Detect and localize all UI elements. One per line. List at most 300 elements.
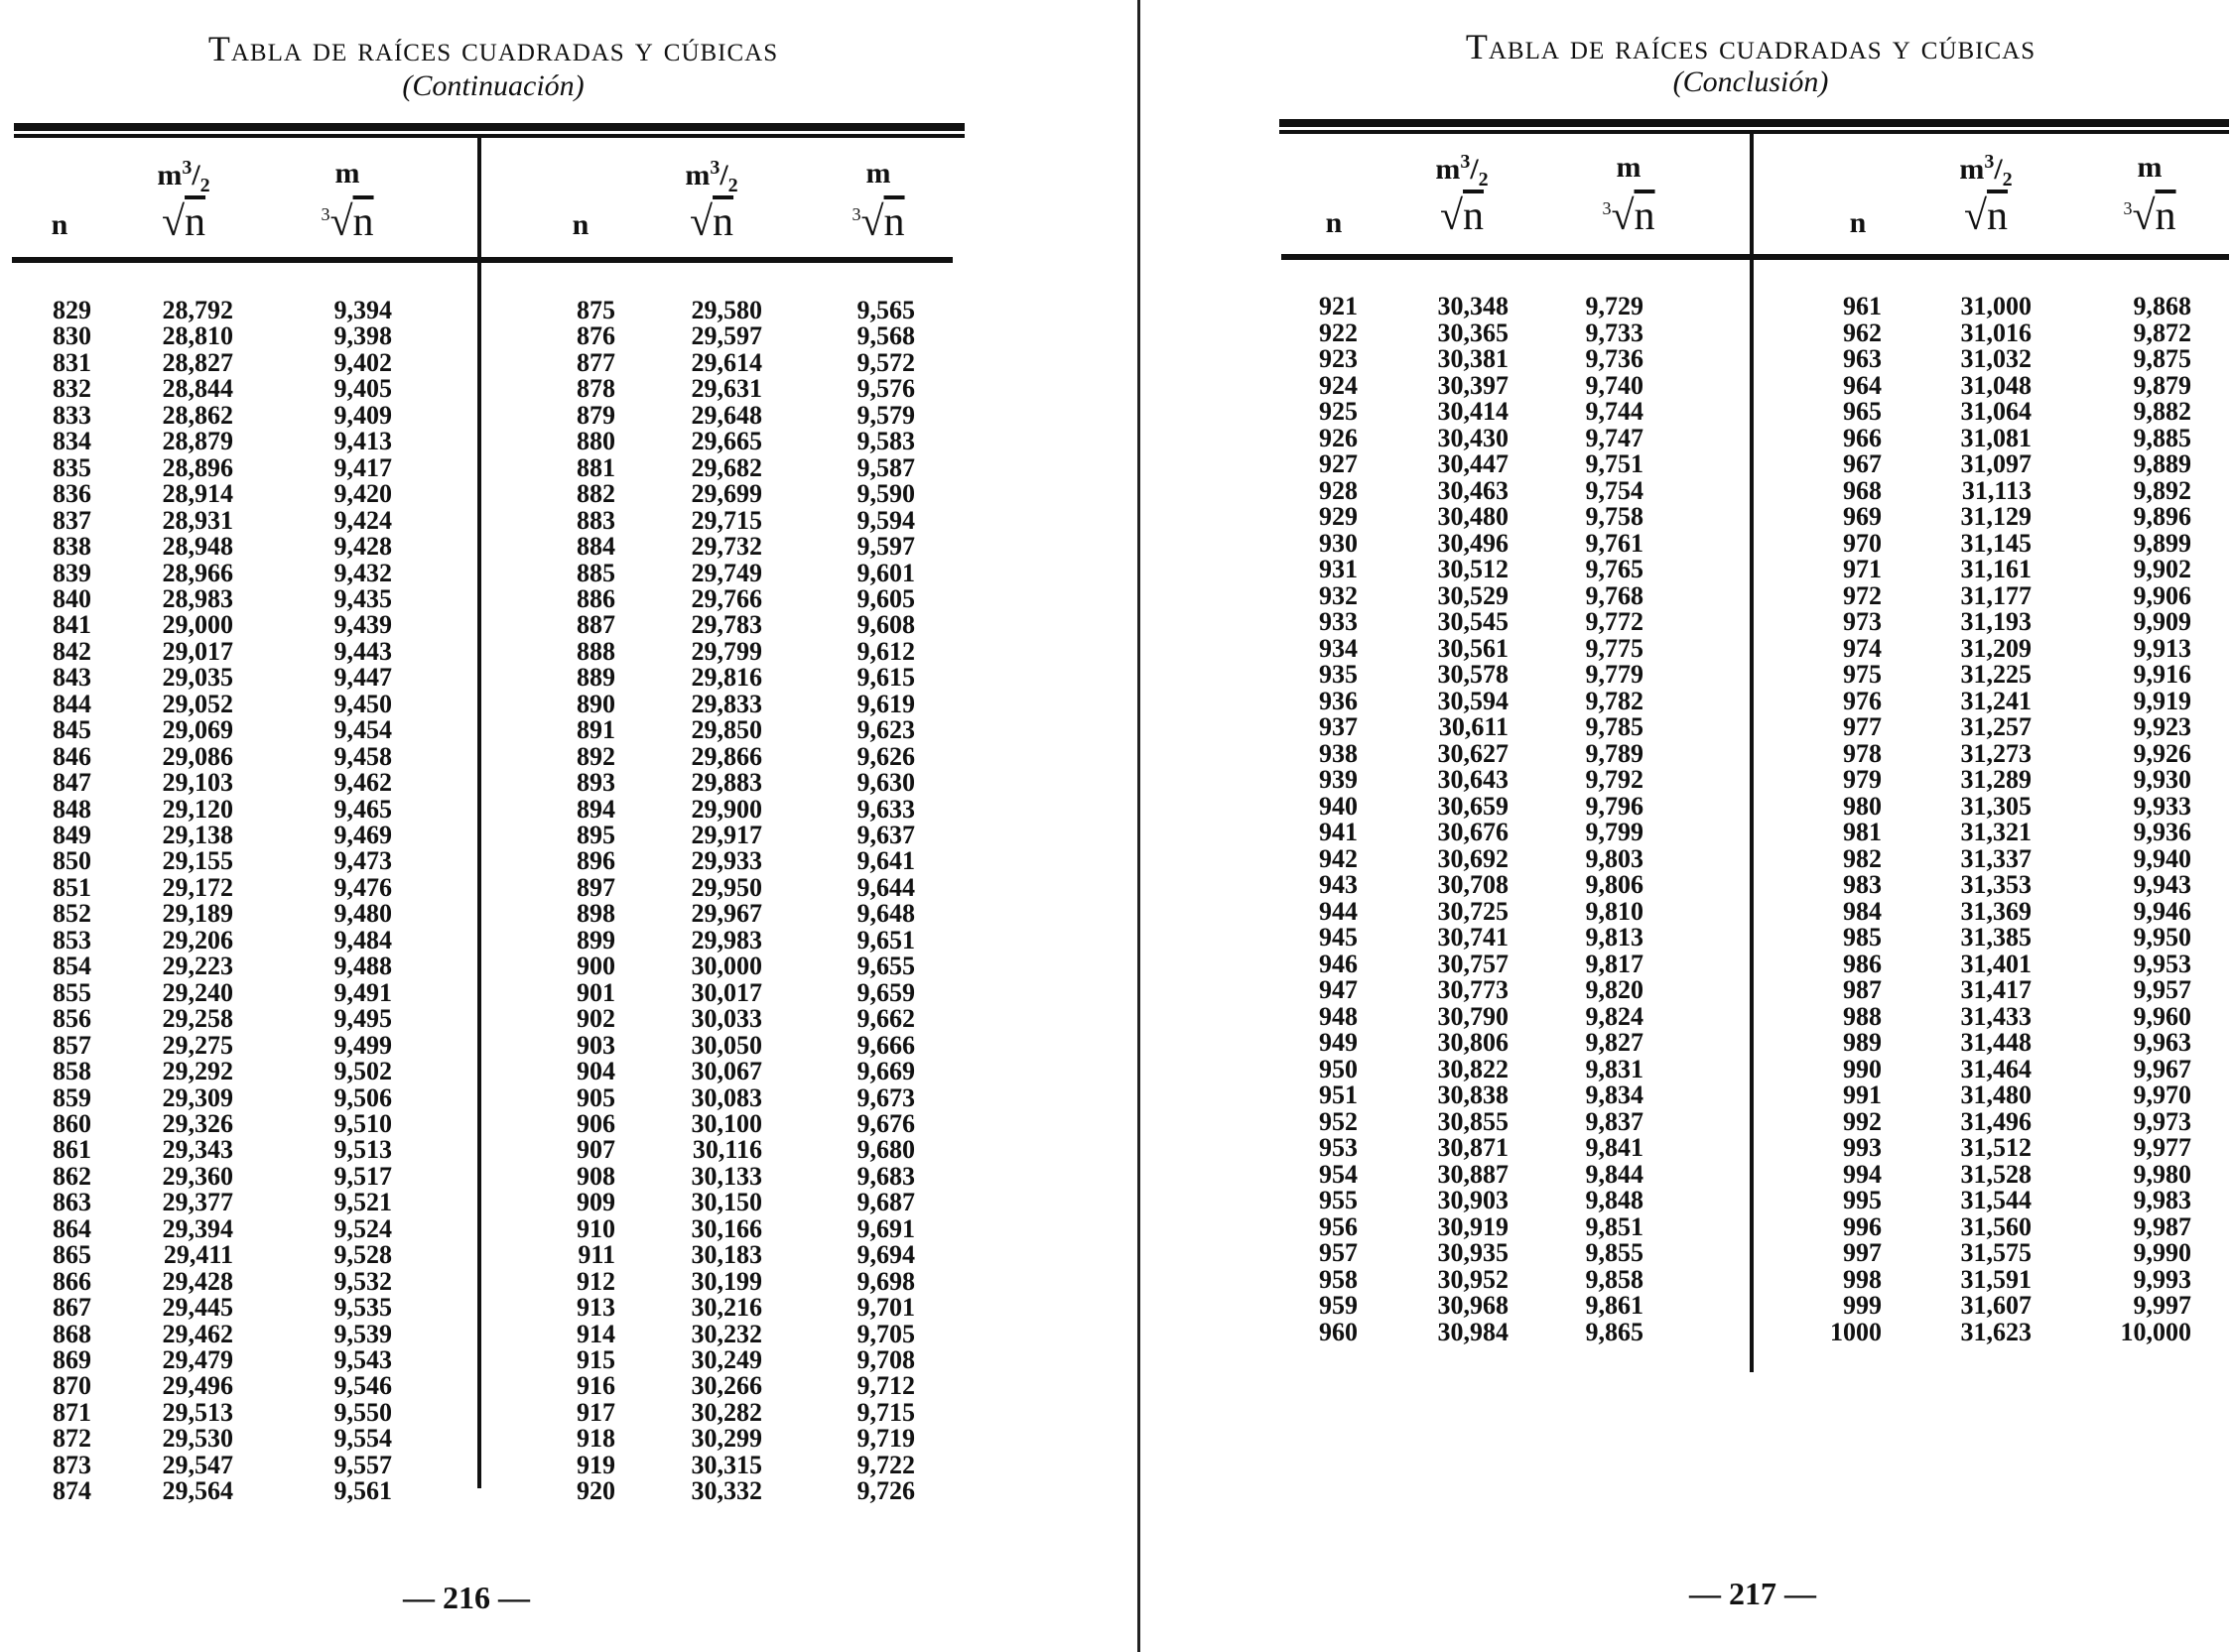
- cell-cbrt: 9,659: [856, 977, 915, 1007]
- cell-n: 979: [1843, 765, 1882, 794]
- cell-sqrt: 29,462: [162, 1319, 233, 1348]
- cell-sqrt: 29,816: [691, 663, 762, 693]
- cell-cbrt: 9,502: [333, 1057, 392, 1086]
- cell-sqrt: 31,321: [1960, 818, 2032, 846]
- cell-sqrt: 30,708: [1437, 870, 1509, 899]
- cell-sqrt: 30,773: [1437, 975, 1509, 1004]
- cell-n: 947: [1319, 975, 1358, 1004]
- page-title: Tabla de raíces cuadradas y cúbicas: [1465, 27, 2036, 66]
- cell-sqrt: 28,844: [162, 374, 233, 404]
- cell-n: 998: [1843, 1264, 1882, 1294]
- cell-cbrt: 9,676: [856, 1108, 915, 1138]
- cell-sqrt: 30,348: [1437, 292, 1509, 320]
- header-sup: 3: [710, 157, 721, 179]
- cell-sqrt: 30,183: [691, 1240, 762, 1270]
- cell-n: 935: [1319, 660, 1358, 689]
- cell-cbrt: 9,775: [1585, 633, 1643, 663]
- cell-n: 890: [577, 689, 615, 718]
- cell-sqrt: 29,547: [162, 1450, 233, 1479]
- cell-sqrt: 31,241: [1960, 686, 2032, 715]
- cell-cbrt: 9,443: [333, 636, 392, 666]
- cell-n: 999: [1843, 1291, 1882, 1320]
- cell-cbrt: 9,641: [856, 846, 915, 876]
- right-page: [1147, 0, 2232, 1652]
- cell-sqrt: 29,035: [162, 663, 233, 693]
- top-rule-thin: [14, 134, 965, 138]
- cell-n: 978: [1843, 738, 1882, 768]
- cell-cbrt: 9,940: [2133, 843, 2191, 873]
- cell-n: 922: [1319, 318, 1358, 347]
- radicand: n: [352, 199, 374, 245]
- cell-n: 915: [577, 1345, 615, 1374]
- top-rule-thick: [1279, 119, 2229, 127]
- sqrt-n-symbol: √n: [161, 199, 206, 245]
- cell-n: 989: [1843, 1028, 1882, 1057]
- cell-n: 959: [1319, 1291, 1358, 1320]
- cell-sqrt: 30,017: [691, 977, 762, 1007]
- cell-sqrt: 28,931: [162, 505, 233, 535]
- cell-sqrt: 30,266: [691, 1371, 762, 1401]
- cell-sqrt: 30,199: [691, 1266, 762, 1296]
- cell-cbrt: 9,990: [2133, 1238, 2191, 1267]
- cell-n: 909: [577, 1188, 615, 1217]
- cell-cbrt: 9,458: [333, 741, 392, 771]
- header-sub: 2: [1478, 169, 1489, 191]
- cell-sqrt: 30,545: [1437, 607, 1509, 636]
- cell-n: 973: [1843, 607, 1882, 636]
- cell-cbrt: 9,698: [856, 1266, 915, 1296]
- cell-n: 880: [577, 427, 615, 456]
- cell-n: 968: [1843, 475, 1882, 505]
- cell-sqrt: 29,206: [162, 925, 233, 954]
- cell-sqrt: 31,496: [1960, 1106, 2032, 1136]
- header-sub: 2: [2002, 169, 2013, 191]
- cell-sqrt: 31,607: [1960, 1291, 2032, 1320]
- cell-cbrt: 9,844: [1585, 1159, 1643, 1189]
- cell-cbrt: 9,662: [856, 1004, 915, 1034]
- radicand: n: [1987, 193, 2009, 239]
- cell-cbrt: 9,889: [2133, 449, 2191, 478]
- cell-cbrt: 9,615: [856, 663, 915, 693]
- cell-n: 994: [1843, 1159, 1882, 1189]
- cell-cbrt: 9,651: [856, 925, 915, 954]
- cell-cbrt: 9,892: [2133, 475, 2191, 505]
- cell-n: 944: [1319, 896, 1358, 926]
- cell-n: 958: [1319, 1264, 1358, 1294]
- cell-cbrt: 9,648: [856, 899, 915, 929]
- cell-cbrt: 9,970: [2133, 1080, 2191, 1109]
- cell-n: 988: [1843, 1001, 1882, 1031]
- cell-n: 926: [1319, 423, 1358, 452]
- cell-cbrt: 9,882: [2133, 397, 2191, 426]
- cell-cbrt: 9,473: [333, 846, 392, 876]
- cell-sqrt: 31,464: [1960, 1054, 2032, 1083]
- cell-n: 960: [1319, 1317, 1358, 1346]
- cell-sqrt: 30,414: [1437, 397, 1509, 426]
- cell-cbrt: 9,967: [2133, 1054, 2191, 1083]
- cell-cbrt: 9,848: [1585, 1186, 1643, 1214]
- cell-n: 953: [1319, 1133, 1358, 1162]
- cell-cbrt: 9,851: [1585, 1211, 1643, 1241]
- cell-sqrt: 29,917: [691, 821, 762, 849]
- cell-cbrt: 9,521: [333, 1188, 392, 1217]
- cell-cbrt: 9,543: [333, 1345, 392, 1374]
- cell-sqrt: 30,561: [1437, 633, 1509, 663]
- cbrt-n-symbol: $^3$√n: [1602, 193, 1655, 239]
- cell-n: 996: [1843, 1211, 1882, 1241]
- cell-sqrt: 30,463: [1437, 475, 1509, 505]
- cell-n: 858: [53, 1057, 91, 1086]
- cell-n: 851: [53, 872, 91, 902]
- cell-sqrt: 29,833: [691, 689, 762, 718]
- cell-cbrt: 9,946: [2133, 896, 2191, 926]
- cell-cbrt: 9,619: [856, 689, 915, 718]
- cell-cbrt: 9,792: [1585, 765, 1643, 794]
- cell-cbrt: 9,572: [856, 347, 915, 377]
- cell-cbrt: 9,550: [333, 1397, 392, 1427]
- cell-cbrt: 9,694: [856, 1240, 915, 1270]
- cell-cbrt: 9,740: [1585, 370, 1643, 400]
- cell-sqrt: 29,394: [162, 1213, 233, 1243]
- cell-sqrt: 30,083: [691, 1082, 762, 1112]
- cell-cbrt: 9,779: [1585, 660, 1643, 689]
- cell-sqrt: 31,448: [1960, 1028, 2032, 1057]
- cell-n: 893: [577, 768, 615, 798]
- cbrt-index: 3: [1602, 198, 1612, 218]
- cell-cbrt: 9,524: [333, 1213, 392, 1243]
- cell-cbrt: 9,885: [2133, 423, 2191, 452]
- cell-cbrt: 9,736: [1585, 344, 1643, 373]
- header-m: m: [1435, 153, 1461, 186]
- cell-cbrt: 9,768: [1585, 580, 1643, 610]
- cell-cbrt: 9,506: [333, 1082, 392, 1112]
- cell-sqrt: 30,676: [1437, 818, 1509, 846]
- cell-cbrt: 9,936: [2133, 818, 2191, 846]
- cell-sqrt: 30,496: [1437, 528, 1509, 558]
- cell-cbrt: 9,701: [856, 1293, 915, 1323]
- cell-sqrt: 28,914: [162, 479, 233, 509]
- cell-sqrt: 30,919: [1437, 1211, 1509, 1241]
- cell-sqrt: 31,385: [1960, 923, 2032, 952]
- cell-n: 853: [53, 925, 91, 954]
- cell-cbrt: 9,637: [856, 821, 915, 849]
- cell-cbrt: 9,923: [2133, 712, 2191, 741]
- cell-cbrt: 9,754: [1585, 475, 1643, 505]
- cell-sqrt: 30,643: [1437, 765, 1509, 794]
- cell-sqrt: 28,896: [162, 452, 233, 482]
- cell-n: 849: [53, 821, 91, 849]
- cell-sqrt: 29,172: [162, 872, 233, 902]
- cell-n: 839: [53, 558, 91, 587]
- cell-n: 925: [1319, 397, 1358, 426]
- cell-n: 983: [1843, 870, 1882, 899]
- cell-sqrt: 28,792: [162, 296, 233, 324]
- header-bottom-rule: [1281, 254, 2229, 260]
- cell-cbrt: 9,963: [2133, 1028, 2191, 1057]
- page-number: — 217 —: [1689, 1576, 1816, 1611]
- cell-n: 965: [1843, 397, 1882, 426]
- cell-sqrt: 29,699: [691, 479, 762, 509]
- cell-n: 971: [1843, 555, 1882, 583]
- cell-sqrt: 31,016: [1960, 318, 2032, 347]
- cell-n: 854: [53, 952, 91, 981]
- cell-n: 981: [1843, 818, 1882, 846]
- cell-n: 931: [1319, 555, 1358, 583]
- cell-sqrt: 29,017: [162, 636, 233, 666]
- cell-sqrt: 29,069: [162, 715, 233, 745]
- cell-sqrt: 29,240: [162, 977, 233, 1007]
- cell-n: 993: [1843, 1133, 1882, 1162]
- cell-cbrt: 9,435: [333, 583, 392, 613]
- cell-sqrt: 29,983: [691, 925, 762, 954]
- cell-sqrt: 30,447: [1437, 449, 1509, 478]
- cell-cbrt: 9,960: [2133, 1001, 2191, 1031]
- cell-sqrt: 29,445: [162, 1293, 233, 1323]
- cell-cbrt: 9,782: [1585, 686, 1643, 715]
- radicand: n: [1634, 193, 1655, 239]
- cell-n: 924: [1319, 370, 1358, 400]
- cell-cbrt: 9,943: [2133, 870, 2191, 899]
- cell-n: 906: [577, 1108, 615, 1138]
- cell-n: 855: [53, 977, 91, 1007]
- cell-cbrt: 9,462: [333, 768, 392, 798]
- cell-sqrt: 29,479: [162, 1345, 233, 1374]
- cell-n: 845: [53, 715, 91, 745]
- cell-sqrt: 30,150: [691, 1188, 762, 1217]
- cell-cbrt: 9,576: [856, 374, 915, 404]
- cell-sqrt: 29,275: [162, 1030, 233, 1060]
- cell-n: 836: [53, 479, 91, 509]
- cell-cbrt: 9,476: [333, 872, 392, 902]
- cell-sqrt: 29,631: [691, 374, 762, 404]
- cell-n: 897: [577, 872, 615, 902]
- cell-cbrt: 9,608: [856, 610, 915, 640]
- cell-n: 992: [1843, 1106, 1882, 1136]
- cell-cbrt: 9,957: [2133, 975, 2191, 1004]
- cell-n: 868: [53, 1319, 91, 1348]
- cell-sqrt: 30,050: [691, 1030, 762, 1060]
- header-n: n: [51, 208, 68, 241]
- header-sqrt-exponent: $m^3/_2$: [685, 157, 738, 196]
- cell-sqrt: 29,967: [691, 899, 762, 929]
- cell-n: 943: [1319, 870, 1358, 899]
- cell-n: 900: [577, 952, 615, 981]
- cell-cbrt: 9,691: [856, 1213, 915, 1243]
- cell-sqrt: 29,496: [162, 1371, 233, 1401]
- cell-n: 884: [577, 532, 615, 562]
- cell-sqrt: 31,433: [1960, 1001, 2032, 1031]
- cell-cbrt: 9,810: [1585, 896, 1643, 926]
- header-cbrt-m: m: [2137, 151, 2163, 184]
- cell-sqrt: 30,935: [1437, 1238, 1509, 1267]
- cell-cbrt: 9,987: [2133, 1211, 2191, 1241]
- cell-sqrt: 31,209: [1960, 633, 2032, 663]
- header-m: m: [157, 159, 183, 191]
- cell-n: 963: [1843, 344, 1882, 373]
- cell-cbrt: 9,705: [856, 1319, 915, 1348]
- cell-n: 850: [53, 846, 91, 876]
- cell-cbrt: 9,744: [1585, 397, 1643, 426]
- cell-n: 846: [53, 741, 91, 771]
- cell-n: 938: [1319, 738, 1358, 768]
- radicand: n: [2155, 193, 2176, 239]
- cell-cbrt: 9,428: [333, 532, 392, 562]
- cell-n: 967: [1843, 449, 1882, 478]
- cell-cbrt: 9,510: [333, 1108, 392, 1138]
- cell-cbrt: 9,687: [856, 1188, 915, 1217]
- radicand: n: [883, 199, 905, 245]
- cell-sqrt: 31,113: [1961, 475, 2032, 505]
- header-cbrt-m: m: [1616, 151, 1641, 184]
- cell-n: 862: [53, 1161, 91, 1191]
- cell-n: 901: [577, 977, 615, 1007]
- cell-cbrt: 9,666: [856, 1030, 915, 1060]
- cell-sqrt: 31,480: [1960, 1080, 2032, 1109]
- cell-sqrt: 31,097: [1960, 449, 2032, 478]
- cell-cbrt: 9,916: [2133, 660, 2191, 689]
- header-m: m: [685, 159, 711, 191]
- cell-sqrt: 30,315: [691, 1450, 762, 1479]
- cell-cbrt: 9,546: [333, 1371, 392, 1401]
- cell-n: 908: [577, 1161, 615, 1191]
- cell-cbrt: 9,579: [856, 400, 915, 430]
- cell-sqrt: 29,223: [162, 952, 233, 981]
- cell-n: 863: [53, 1188, 91, 1217]
- cell-sqrt: 29,000: [162, 610, 233, 640]
- cell-n: 883: [577, 505, 615, 535]
- cell-sqrt: 29,513: [162, 1397, 233, 1427]
- cell-sqrt: 30,232: [691, 1319, 762, 1348]
- cell-sqrt: 31,305: [1960, 791, 2032, 821]
- cell-n: 844: [53, 689, 91, 718]
- cell-n: 975: [1843, 660, 1882, 689]
- cell-sqrt: 31,064: [1960, 397, 2032, 426]
- cell-n: 888: [577, 636, 615, 666]
- cell-sqrt: 29,189: [162, 899, 233, 929]
- cell-sqrt: 29,648: [691, 400, 762, 430]
- cell-n: 834: [53, 427, 91, 456]
- header-cbrt-m: m: [334, 157, 360, 190]
- cell-sqrt: 31,591: [1960, 1264, 2032, 1294]
- cell-n: 869: [53, 1345, 91, 1374]
- cell-cbrt: 9,973: [2133, 1106, 2191, 1136]
- cell-cbrt: 9,673: [856, 1082, 915, 1112]
- cell-cbrt: 9,439: [333, 610, 392, 640]
- cell-n: 919: [577, 1450, 615, 1479]
- cell-cbrt: 9,561: [333, 1476, 392, 1506]
- header-sqrt-exponent: $m^3/_2$: [1959, 151, 2013, 191]
- cell-n: 838: [53, 532, 91, 562]
- cell-cbrt: 9,813: [1585, 923, 1643, 952]
- cell-sqrt: 29,580: [691, 296, 762, 324]
- cell-cbrt: 9,413: [333, 427, 392, 456]
- cell-cbrt: 9,513: [333, 1135, 392, 1165]
- cell-n: 936: [1319, 686, 1358, 715]
- cell-cbrt: 9,824: [1585, 1001, 1643, 1031]
- cell-cbrt: 9,499: [333, 1030, 392, 1060]
- cell-sqrt: 29,883: [691, 768, 762, 798]
- cell-n: 896: [577, 846, 615, 876]
- cell-cbrt: 9,405: [333, 374, 392, 404]
- cell-cbrt: 9,868: [2133, 292, 2191, 320]
- cell-cbrt: 9,726: [856, 1476, 915, 1506]
- cell-sqrt: 29,564: [162, 1476, 233, 1506]
- cell-n: 878: [577, 374, 615, 404]
- cell-n: 937: [1319, 712, 1358, 741]
- cell-sqrt: 31,528: [1960, 1159, 2032, 1189]
- cell-cbrt: 9,484: [333, 925, 392, 954]
- cell-cbrt: 9,977: [2133, 1133, 2191, 1162]
- cell-sqrt: 30,887: [1437, 1159, 1509, 1189]
- cell-n: 980: [1843, 791, 1882, 821]
- cell-sqrt: 30,100: [691, 1108, 762, 1138]
- cell-sqrt: 30,216: [691, 1293, 762, 1323]
- cell-cbrt: 9,913: [2133, 633, 2191, 663]
- cell-sqrt: 31,512: [1960, 1133, 2032, 1162]
- cell-n: 835: [53, 452, 91, 482]
- cell-n: 991: [1843, 1080, 1882, 1109]
- cell-n: 918: [577, 1424, 615, 1454]
- cell-sqrt: 30,249: [691, 1345, 762, 1374]
- cell-sqrt: 30,725: [1437, 896, 1509, 926]
- cell-sqrt: 29,614: [691, 347, 762, 377]
- cell-sqrt: 31,273: [1960, 738, 2032, 768]
- cell-cbrt: 9,612: [856, 636, 915, 666]
- page-subtitle: (Continuación): [402, 69, 585, 102]
- cell-cbrt: 9,557: [333, 1450, 392, 1479]
- cell-cbrt: 9,930: [2133, 765, 2191, 794]
- cell-n: 852: [53, 899, 91, 929]
- cell-n: 910: [577, 1213, 615, 1243]
- cell-sqrt: 29,309: [162, 1082, 233, 1112]
- cell-cbrt: 9,539: [333, 1319, 392, 1348]
- cell-n: 974: [1843, 633, 1882, 663]
- cell-sqrt: 29,155: [162, 846, 233, 876]
- cell-n: 840: [53, 583, 91, 613]
- cell-n: 891: [577, 715, 615, 745]
- cell-cbrt: 9,535: [333, 1293, 392, 1323]
- cell-sqrt: 29,749: [691, 558, 762, 587]
- cell-cbrt: 9,420: [333, 479, 392, 509]
- cell-cbrt: 9,872: [2133, 318, 2191, 347]
- cell-sqrt: 29,597: [691, 321, 762, 351]
- cell-n: 830: [53, 321, 91, 351]
- cell-sqrt: 30,000: [691, 952, 762, 981]
- cbrt-n-symbol: $^3$√n: [852, 199, 905, 245]
- cell-n: 847: [53, 768, 91, 798]
- cell-n: 898: [577, 899, 615, 929]
- cell-cbrt: 9,827: [1585, 1028, 1643, 1057]
- cell-sqrt: 30,480: [1437, 502, 1509, 531]
- cell-n: 961: [1843, 292, 1882, 320]
- cell-n: 997: [1843, 1238, 1882, 1267]
- cell-cbrt: 9,796: [1585, 791, 1643, 821]
- cell-sqrt: 28,862: [162, 400, 233, 430]
- cell-n: 950: [1319, 1054, 1358, 1083]
- cell-n: 887: [577, 610, 615, 640]
- cell-cbrt: 9,626: [856, 741, 915, 771]
- cell-cbrt: 9,669: [856, 1057, 915, 1086]
- cell-n: 916: [577, 1371, 615, 1401]
- cell-n: 955: [1319, 1186, 1358, 1214]
- cell-n: 860: [53, 1108, 91, 1138]
- cell-cbrt: 9,432: [333, 558, 392, 587]
- cell-n: 969: [1843, 502, 1882, 531]
- cell-n: 948: [1319, 1001, 1358, 1031]
- cell-sqrt: 31,129: [1960, 502, 2032, 531]
- header-bottom-rule: [12, 257, 953, 263]
- cell-sqrt: 29,530: [162, 1424, 233, 1454]
